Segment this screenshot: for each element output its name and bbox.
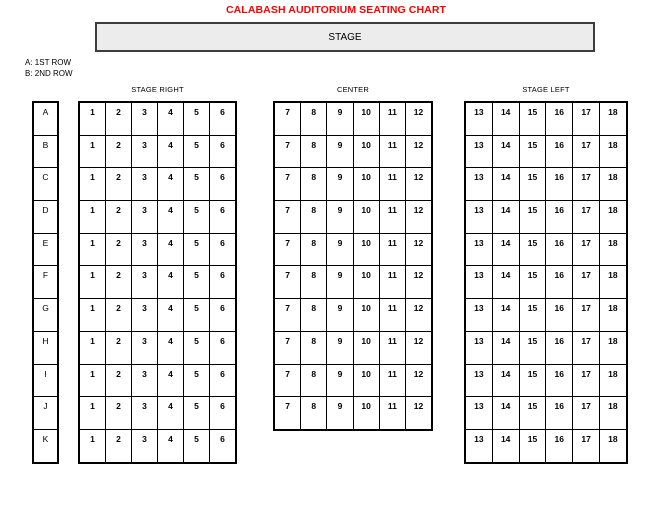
seat-G-8: 8 <box>301 299 326 331</box>
seat-J-6: 6 <box>210 397 235 429</box>
seat-A-1: 1 <box>80 103 105 135</box>
seat-B-13: 13 <box>466 136 492 168</box>
seat-H-17: 17 <box>573 332 599 364</box>
seat-F-1: 1 <box>80 266 105 298</box>
seat-E-1: 1 <box>80 234 105 266</box>
seat-C-2: 2 <box>106 168 131 200</box>
seat-B-14: 14 <box>493 136 519 168</box>
seat-C-5: 5 <box>184 168 209 200</box>
seat-F-5: 5 <box>184 266 209 298</box>
seat-I-6: 6 <box>210 365 235 397</box>
seat-J-9: 9 <box>327 397 352 429</box>
seat-F-3: 3 <box>132 266 157 298</box>
seat-B-12: 12 <box>406 136 431 168</box>
seat-K-1: 1 <box>80 430 105 462</box>
seat-K-14: 14 <box>493 430 519 462</box>
seat-E-2: 2 <box>106 234 131 266</box>
seat-F-16: 16 <box>546 266 572 298</box>
row-label-J: J <box>34 397 57 429</box>
seat-D-16: 16 <box>546 201 572 233</box>
seat-F-2: 2 <box>106 266 131 298</box>
seat-H-13: 13 <box>466 332 492 364</box>
seat-grid-center <box>273 101 433 431</box>
section-header-stage-left: STAGE LEFT <box>522 85 570 94</box>
seat-G-1: 1 <box>80 299 105 331</box>
seat-H-18: 18 <box>600 332 626 364</box>
seat-F-15: 15 <box>520 266 546 298</box>
seat-G-15: 15 <box>520 299 546 331</box>
seat-H-14: 14 <box>493 332 519 364</box>
seat-D-13: 13 <box>466 201 492 233</box>
seat-G-6: 6 <box>210 299 235 331</box>
seat-K-17: 17 <box>573 430 599 462</box>
seat-B-7: 7 <box>275 136 300 168</box>
seat-E-7: 7 <box>275 234 300 266</box>
seat-E-10: 10 <box>354 234 379 266</box>
seat-C-8: 8 <box>301 168 326 200</box>
row-label-K: K <box>34 430 57 462</box>
seat-I-11: 11 <box>380 365 405 397</box>
page-title: CALABASH AUDITORIUM SEATING CHART <box>225 4 447 16</box>
row-label-A: A <box>34 103 57 135</box>
seat-H-10: 10 <box>354 332 379 364</box>
seat-I-17: 17 <box>573 365 599 397</box>
seat-C-9: 9 <box>327 168 352 200</box>
seat-B-1: 1 <box>80 136 105 168</box>
seat-E-16: 16 <box>546 234 572 266</box>
seat-B-2: 2 <box>106 136 131 168</box>
seat-K-6: 6 <box>210 430 235 462</box>
seat-I-10: 10 <box>354 365 379 397</box>
row-label-C: C <box>34 168 57 200</box>
seat-J-11: 11 <box>380 397 405 429</box>
seat-G-17: 17 <box>573 299 599 331</box>
seat-C-18: 18 <box>600 168 626 200</box>
seat-A-13: 13 <box>466 103 492 135</box>
seat-H-7: 7 <box>275 332 300 364</box>
seat-E-3: 3 <box>132 234 157 266</box>
seat-K-15: 15 <box>520 430 546 462</box>
seat-F-11: 11 <box>380 266 405 298</box>
seat-I-18: 18 <box>600 365 626 397</box>
seat-K-13: 13 <box>466 430 492 462</box>
seat-B-9: 9 <box>327 136 352 168</box>
seat-A-16: 16 <box>546 103 572 135</box>
seat-K-5: 5 <box>184 430 209 462</box>
seat-B-4: 4 <box>158 136 183 168</box>
seat-D-3: 3 <box>132 201 157 233</box>
seat-D-12: 12 <box>406 201 431 233</box>
row-label-E: E <box>34 234 57 266</box>
seat-A-6: 6 <box>210 103 235 135</box>
seat-G-9: 9 <box>327 299 352 331</box>
seat-A-8: 8 <box>301 103 326 135</box>
stage-box <box>95 22 595 52</box>
seat-F-12: 12 <box>406 266 431 298</box>
seat-H-15: 15 <box>520 332 546 364</box>
seat-A-9: 9 <box>327 103 352 135</box>
seat-E-12: 12 <box>406 234 431 266</box>
seat-I-12: 12 <box>406 365 431 397</box>
seat-A-7: 7 <box>275 103 300 135</box>
seat-A-4: 4 <box>158 103 183 135</box>
seat-E-11: 11 <box>380 234 405 266</box>
seat-F-14: 14 <box>493 266 519 298</box>
seat-A-15: 15 <box>520 103 546 135</box>
seat-J-15: 15 <box>520 397 546 429</box>
seat-J-12: 12 <box>406 397 431 429</box>
row-label-H: H <box>34 332 57 364</box>
seat-D-17: 17 <box>573 201 599 233</box>
seat-G-16: 16 <box>546 299 572 331</box>
seat-H-6: 6 <box>210 332 235 364</box>
seat-C-3: 3 <box>132 168 157 200</box>
seat-E-14: 14 <box>493 234 519 266</box>
seat-G-18: 18 <box>600 299 626 331</box>
seat-K-2: 2 <box>106 430 131 462</box>
seat-B-18: 18 <box>600 136 626 168</box>
seat-D-5: 5 <box>184 201 209 233</box>
seat-A-14: 14 <box>493 103 519 135</box>
row-label-column <box>32 101 59 464</box>
seat-A-5: 5 <box>184 103 209 135</box>
seat-G-7: 7 <box>275 299 300 331</box>
seat-D-8: 8 <box>301 201 326 233</box>
seat-A-12: 12 <box>406 103 431 135</box>
section-header-stage-right: STAGE RIGHT <box>131 85 184 94</box>
seat-K-18: 18 <box>600 430 626 462</box>
seat-E-6: 6 <box>210 234 235 266</box>
seat-E-4: 4 <box>158 234 183 266</box>
seat-B-15: 15 <box>520 136 546 168</box>
seat-C-11: 11 <box>380 168 405 200</box>
seat-D-7: 7 <box>275 201 300 233</box>
seat-I-4: 4 <box>158 365 183 397</box>
seat-I-13: 13 <box>466 365 492 397</box>
seat-H-8: 8 <box>301 332 326 364</box>
seat-A-10: 10 <box>354 103 379 135</box>
seat-I-9: 9 <box>327 365 352 397</box>
legend <box>25 57 73 79</box>
seat-C-13: 13 <box>466 168 492 200</box>
seat-I-2: 2 <box>106 365 131 397</box>
seat-B-10: 10 <box>354 136 379 168</box>
legend-line-1: A: 1ST ROW <box>25 58 72 67</box>
row-label-I: I <box>34 365 57 397</box>
seat-I-5: 5 <box>184 365 209 397</box>
seat-J-1: 1 <box>80 397 105 429</box>
seat-F-4: 4 <box>158 266 183 298</box>
seat-J-13: 13 <box>466 397 492 429</box>
seat-G-3: 3 <box>132 299 157 331</box>
seat-E-8: 8 <box>301 234 326 266</box>
seat-C-17: 17 <box>573 168 599 200</box>
seat-I-14: 14 <box>493 365 519 397</box>
seat-F-8: 8 <box>301 266 326 298</box>
seat-D-6: 6 <box>210 201 235 233</box>
seat-E-17: 17 <box>573 234 599 266</box>
seat-D-1: 1 <box>80 201 105 233</box>
seat-B-6: 6 <box>210 136 235 168</box>
seat-grid-stage-right <box>78 101 237 464</box>
seat-E-13: 13 <box>466 234 492 266</box>
seat-B-16: 16 <box>546 136 572 168</box>
seat-F-10: 10 <box>354 266 379 298</box>
seat-H-9: 9 <box>327 332 352 364</box>
seat-G-11: 11 <box>380 299 405 331</box>
seat-H-2: 2 <box>106 332 131 364</box>
seat-E-5: 5 <box>184 234 209 266</box>
seat-B-17: 17 <box>573 136 599 168</box>
seat-H-5: 5 <box>184 332 209 364</box>
seat-B-3: 3 <box>132 136 157 168</box>
seat-J-17: 17 <box>573 397 599 429</box>
section-header-center: CENTER <box>336 85 370 94</box>
seat-F-9: 9 <box>327 266 352 298</box>
seat-A-17: 17 <box>573 103 599 135</box>
seat-D-10: 10 <box>354 201 379 233</box>
seat-H-1: 1 <box>80 332 105 364</box>
seat-J-10: 10 <box>354 397 379 429</box>
seat-grid-stage-left <box>464 101 628 464</box>
seat-J-8: 8 <box>301 397 326 429</box>
seat-E-9: 9 <box>327 234 352 266</box>
seat-I-7: 7 <box>275 365 300 397</box>
seat-D-18: 18 <box>600 201 626 233</box>
seat-C-12: 12 <box>406 168 431 200</box>
legend-line-2: B: 2ND ROW <box>25 69 73 78</box>
seat-A-18: 18 <box>600 103 626 135</box>
seat-I-15: 15 <box>520 365 546 397</box>
seat-J-18: 18 <box>600 397 626 429</box>
row-label-G: G <box>34 299 57 331</box>
seat-G-10: 10 <box>354 299 379 331</box>
seat-C-15: 15 <box>520 168 546 200</box>
seat-C-6: 6 <box>210 168 235 200</box>
seat-D-2: 2 <box>106 201 131 233</box>
seat-C-7: 7 <box>275 168 300 200</box>
seat-C-16: 16 <box>546 168 572 200</box>
seat-F-7: 7 <box>275 266 300 298</box>
seat-A-2: 2 <box>106 103 131 135</box>
seat-J-4: 4 <box>158 397 183 429</box>
seat-C-10: 10 <box>354 168 379 200</box>
seat-I-16: 16 <box>546 365 572 397</box>
seat-J-2: 2 <box>106 397 131 429</box>
seat-K-3: 3 <box>132 430 157 462</box>
row-label-B: B <box>34 136 57 168</box>
seat-D-15: 15 <box>520 201 546 233</box>
seat-G-4: 4 <box>158 299 183 331</box>
seat-D-14: 14 <box>493 201 519 233</box>
seat-A-11: 11 <box>380 103 405 135</box>
stage-label: STAGE <box>328 31 362 43</box>
seat-K-4: 4 <box>158 430 183 462</box>
seat-C-14: 14 <box>493 168 519 200</box>
seat-H-3: 3 <box>132 332 157 364</box>
seat-J-3: 3 <box>132 397 157 429</box>
seat-D-9: 9 <box>327 201 352 233</box>
seat-E-15: 15 <box>520 234 546 266</box>
seat-I-3: 3 <box>132 365 157 397</box>
seat-I-1: 1 <box>80 365 105 397</box>
seat-G-14: 14 <box>493 299 519 331</box>
seat-K-16: 16 <box>546 430 572 462</box>
row-label-D: D <box>34 201 57 233</box>
seat-G-5: 5 <box>184 299 209 331</box>
seat-G-12: 12 <box>406 299 431 331</box>
seat-H-4: 4 <box>158 332 183 364</box>
seat-I-8: 8 <box>301 365 326 397</box>
seat-J-7: 7 <box>275 397 300 429</box>
seat-C-4: 4 <box>158 168 183 200</box>
seat-F-6: 6 <box>210 266 235 298</box>
seat-F-17: 17 <box>573 266 599 298</box>
seat-A-3: 3 <box>132 103 157 135</box>
seat-J-5: 5 <box>184 397 209 429</box>
seat-E-18: 18 <box>600 234 626 266</box>
seat-D-4: 4 <box>158 201 183 233</box>
seat-C-1: 1 <box>80 168 105 200</box>
seat-B-11: 11 <box>380 136 405 168</box>
seat-F-18: 18 <box>600 266 626 298</box>
seat-G-2: 2 <box>106 299 131 331</box>
seat-J-16: 16 <box>546 397 572 429</box>
seat-H-16: 16 <box>546 332 572 364</box>
seat-H-11: 11 <box>380 332 405 364</box>
seat-F-13: 13 <box>466 266 492 298</box>
seat-H-12: 12 <box>406 332 431 364</box>
seat-B-5: 5 <box>184 136 209 168</box>
seat-G-13: 13 <box>466 299 492 331</box>
row-label-F: F <box>34 266 57 298</box>
seat-J-14: 14 <box>493 397 519 429</box>
seat-B-8: 8 <box>301 136 326 168</box>
seat-D-11: 11 <box>380 201 405 233</box>
